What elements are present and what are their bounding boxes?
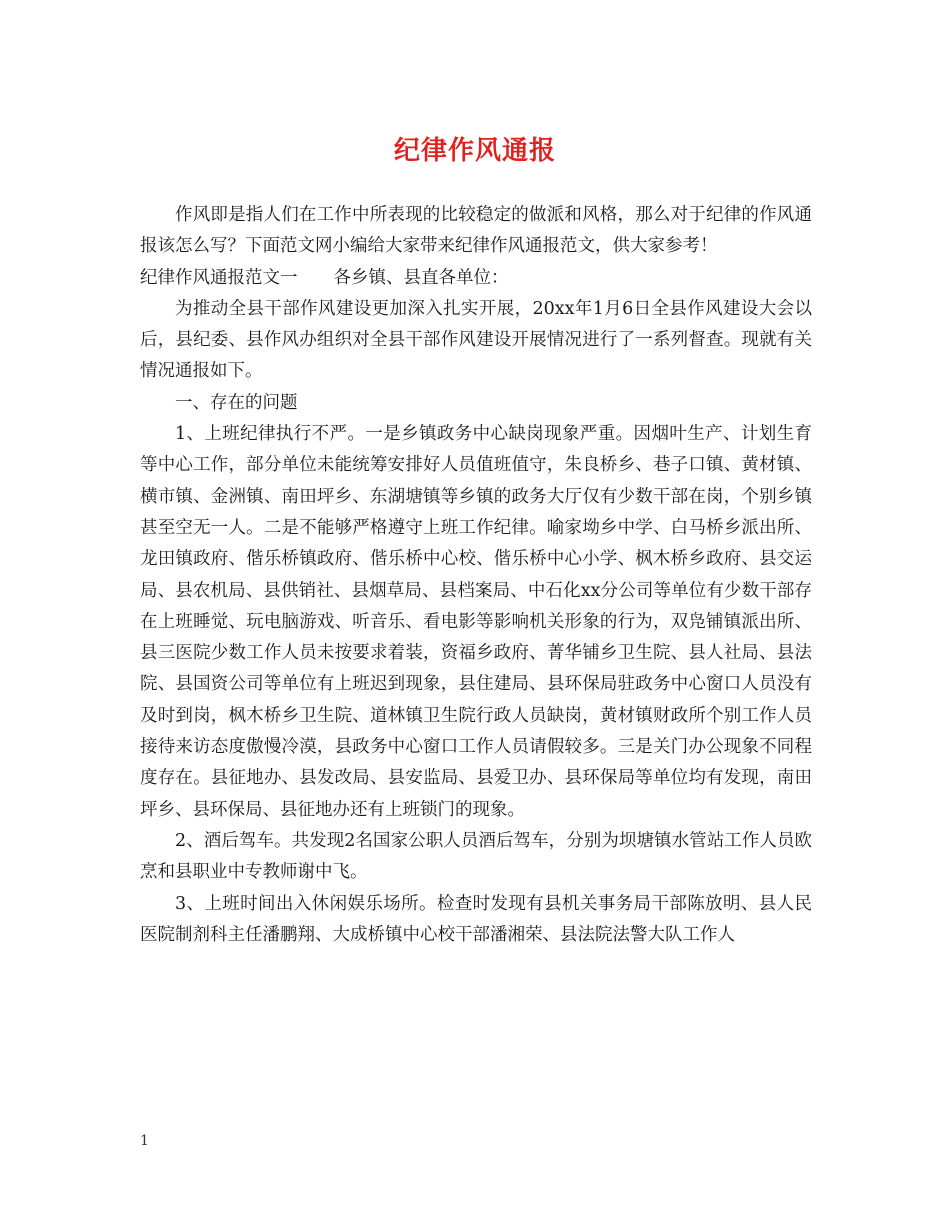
section-heading-problems: 一、存在的问题	[175, 392, 298, 413]
problem-item-3: 3、上班时间出入休闲娱乐场所。检查时发现有县机关事务局干部陈放明、县人民医院制剂科主任潘鹏翔、大成桥镇中心校干部潘湘荣、县法院法警大队工作人	[140, 893, 812, 945]
opening-paragraph: 为推动全县干部作风建设更加深入扎实开展，20xx年1月6日全县作风建设大会以后，县纪委、县作风办组织对全县干部作风建设开展情况进行了一系列督查。现就有关情况通报如下。	[140, 298, 812, 382]
sample-heading-line	[140, 263, 812, 294]
problem-item-1: 1、上班纪律执行不严。一是乡镇政务中心缺岗现象严重。因烟叶生产、计划生育等中心工作，部分单位未能统筹安排好人员值班值守，朱良桥乡、巷子口镇、黄材镇、横市镇、金洲镇、南田坪乡、东湖塘镇等乡镇的政务大厅仅有少数干部在岗，个别乡镇甚至空无一人。二是不能够严格遵守上班工作纪律。喻家坳乡中学、白马桥乡派出所、龙田镇政府、偕乐桥镇政府、偕乐桥中心校、偕乐桥中心小学、枫木桥乡政府、县交运局、县农机局、县供销社、县烟草局、县档案局、中石化xx分公司等单位有少数干部存在上班睡觉、玩电脑游戏、听音乐、看电影等影响机关形象的行为，双凫铺镇派出所、县三医院少数工作人员未按要求着装，资福乡政府、菁华铺乡卫生院、县人社局、县法院、县国资公司等单位有上班迟到现象，县住建局、县环保局驻政务中心窗口人员没有及时到岗，枫木桥乡卫生院、道林镇卫生院行政人员缺岗，黄材镇财政所个别工作人员接待来访态度傲慢冷漠，县政务中心窗口工作人员请假较多。三是关门办公现象不同程度存在。县征地办、县发改局、县安监局、县爱卫办、县环保局等单位均有发现，南田坪乡、县环保局、县征地办还有上班锁门的现象。	[140, 424, 812, 820]
document-title: 纪律作风通报	[393, 136, 556, 166]
page-number: 1	[140, 1133, 149, 1149]
problem-item-2: 2、酒后驾车。共发现2名国家公职人员酒后驾车，分别为坝塘镇水管站工作人员欧烹和县职业中专教师谢中飞。	[140, 830, 812, 883]
salutation: 各乡镇、县直各单位：	[333, 267, 509, 288]
intro-paragraph: 作风即是指人们在工作中所表现的比较稳定的做派和风格，那么对于纪律的作风通报该怎么写？下面范文网小编给大家带来纪律作风通报范文，供大家参考！	[140, 205, 812, 257]
document-body	[140, 200, 812, 951]
sample-heading: 纪律作风通报范文一	[140, 267, 298, 288]
